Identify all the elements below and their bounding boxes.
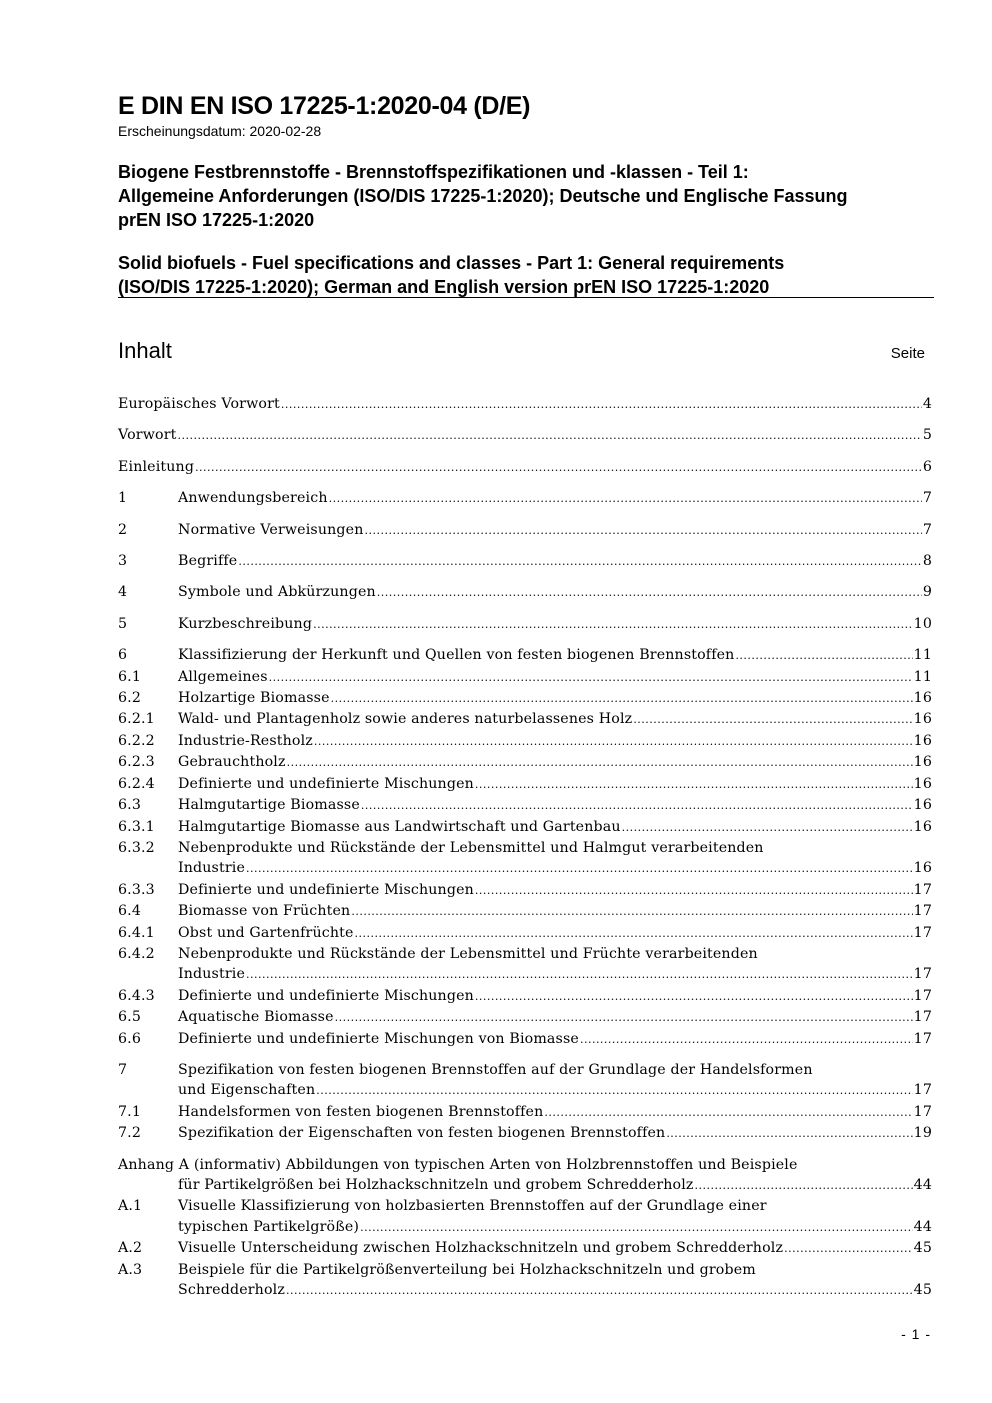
toc-leader-dots	[360, 1217, 913, 1238]
toc-entry-number: 3	[118, 553, 128, 570]
toc-entry[interactable]	[118, 1029, 932, 1050]
toc-entry-page: 17	[913, 903, 932, 920]
toc-entry[interactable]	[118, 731, 932, 752]
toc-entry-page: 16	[913, 775, 932, 792]
toc-entry-title-continued: und Eigenschaften	[178, 1082, 316, 1099]
toc-entry-page: 10	[913, 615, 932, 632]
toc-entry[interactable]	[118, 1007, 932, 1028]
toc-entry-number: 4	[118, 584, 128, 601]
toc-entry[interactable]	[118, 1238, 932, 1259]
toc-entry-title: Nebenprodukte und Rückstände der Lebensmittel und Halmgut verarbeitenden	[178, 839, 764, 856]
toc-entry[interactable]	[118, 901, 932, 922]
toc-leader-dots	[544, 1102, 912, 1123]
toc-leader-dots	[475, 774, 913, 795]
toc-entry[interactable]	[118, 488, 932, 509]
toc-entry-title: Gebrauchtholz	[178, 754, 286, 771]
toc-entry-page: 19	[913, 1125, 932, 1142]
toc-leader-dots	[666, 1123, 912, 1144]
toc-leader-dots	[475, 880, 913, 901]
title-german-line: Biogene Festbrennstoffe - Brennstoffspezifikationen und -klassen - Teil 1:	[118, 162, 749, 182]
toc-entry-number: 6.3.2	[118, 839, 155, 856]
toc-entry[interactable]	[118, 1260, 932, 1302]
toc-entry-number: 6.2.2	[118, 732, 155, 749]
toc-leader-dots	[313, 614, 913, 635]
toc-leader-dots	[329, 488, 922, 509]
toc-entry-number: 6.4.2	[118, 945, 155, 962]
toc-entry[interactable]	[118, 520, 932, 541]
toc-entry-title: Visuelle Unterscheidung zwischen Holzhackschnitzeln und grobem Schredderholz	[178, 1240, 784, 1257]
toc-leader-dots	[238, 551, 921, 572]
toc-entry-title: Anwendungsbereich	[178, 490, 328, 507]
toc-leader-dots	[695, 1175, 913, 1196]
toc-entry-title-continued: Schredderholz	[178, 1282, 285, 1299]
toc-entry-number: 6.3.3	[118, 881, 155, 898]
toc-leader-dots	[281, 394, 922, 415]
toc-entry-number: 6.2	[118, 690, 142, 707]
toc-entry[interactable]	[118, 795, 932, 816]
toc-entry[interactable]	[118, 645, 932, 666]
toc-leader-dots	[195, 457, 922, 478]
toc-entry-page: 44	[913, 1218, 932, 1235]
toc-entry[interactable]	[118, 457, 932, 478]
toc-entry-number: 5	[118, 615, 128, 632]
toc-entry-title: Nebenprodukte und Rückstände der Lebensmittel und Früchte verarbeitenden	[178, 945, 758, 962]
toc-entry-page: 7	[922, 521, 932, 538]
toc-entry-page: 44	[913, 1177, 932, 1193]
toc-leader-dots	[377, 582, 922, 603]
title-german-line: prEN ISO 17225-1:2020	[118, 210, 315, 230]
toc-entry-title: Allgemeines	[178, 668, 268, 685]
toc-entry-page: 16	[913, 818, 932, 835]
toc-entry[interactable]	[118, 986, 932, 1007]
toc-entry-page: 17	[913, 1082, 932, 1099]
toc-entry-title: Normative Verweisungen	[178, 521, 364, 538]
toc-entry-title: Aquatische Biomasse	[178, 1009, 334, 1026]
toc-entry-page: 17	[913, 881, 932, 898]
toc-leader-dots	[622, 817, 913, 838]
toc-entry-page: 8	[922, 553, 932, 570]
toc-entry-title: Einleitung	[118, 458, 195, 475]
toc-entry-number: 2	[118, 521, 128, 538]
toc-entry-title: Europäisches Vorwort	[118, 396, 280, 412]
toc-entry-number: 6.4.1	[118, 924, 155, 941]
toc-entry-title: Definierte und undefinierte Mischungen	[178, 987, 474, 1004]
toc-entry-page: 45	[913, 1282, 932, 1299]
toc-entry-page: 17	[913, 966, 932, 983]
toc-leader-dots	[314, 731, 913, 752]
toc-entry-title-continued: typischen Partikelgröße)	[178, 1218, 360, 1235]
toc-entry-page: 16	[913, 711, 932, 728]
toc-entry[interactable]	[118, 394, 932, 415]
toc-leader-dots	[735, 645, 912, 666]
toc-leader-dots	[316, 1080, 912, 1101]
toc-leader-dots	[355, 923, 913, 944]
toc-entry[interactable]	[118, 944, 932, 986]
toc-heading: Inhalt	[118, 338, 172, 363]
toc-entry-number: 1	[118, 490, 128, 507]
toc-entry-title: Biomasse von Früchten	[178, 903, 351, 920]
toc-entry-page: 16	[913, 754, 932, 771]
toc-leader-dots	[633, 709, 912, 730]
toc-entry[interactable]	[118, 614, 932, 635]
toc-leader-dots	[178, 425, 922, 446]
toc-entry-number: 6.2.3	[118, 754, 155, 771]
toc-entry-number: 6.2.4	[118, 775, 155, 792]
toc-entry-page: 6	[922, 458, 932, 475]
toc-entry-title: Definierte und undefinierte Mischungen	[178, 881, 474, 898]
toc-leader-dots	[351, 901, 912, 922]
toc-entry[interactable]	[118, 923, 932, 944]
title-german-line: Allgemeine Anforderungen (ISO/DIS 17225-1:2020); Deutsche und Englische Fassung	[118, 186, 848, 206]
toc-entry[interactable]	[118, 425, 932, 446]
toc-entry-page: 16	[913, 797, 932, 814]
toc-entry-number: 7	[118, 1061, 128, 1078]
toc-entry-title-continued: für Partikelgrößen bei Holzhackschnitzeln und grobem Schredderholz	[178, 1177, 694, 1193]
toc-entry-title: Halmgutartige Biomasse aus Landwirtschaft und Gartenbau	[178, 818, 621, 835]
toc-leader-dots	[784, 1238, 913, 1259]
toc-entry-title: Obst und Gartenfrüchte	[178, 924, 354, 941]
toc-entry[interactable]	[118, 709, 932, 730]
toc-entry-number: 7.1	[118, 1103, 142, 1120]
toc-entry-title: Definierte und undefinierte Mischungen von Biomasse	[178, 1030, 579, 1047]
toc-entry-title: Definierte und undefinierte Mischungen	[178, 775, 474, 792]
toc-entry-title: Symbole und Abkürzungen	[178, 584, 376, 601]
toc-entry-page: 17	[913, 987, 932, 1004]
toc-entry-page: 17	[913, 1030, 932, 1047]
toc-leader-dots	[287, 752, 913, 773]
toc-entry-title-continued: Industrie	[178, 966, 246, 983]
toc-entry-page: 5	[922, 427, 932, 444]
toc-entry-title: Handelsformen von festen biogenen Brennstoffen	[178, 1103, 544, 1120]
toc-entry[interactable]	[118, 880, 932, 901]
toc-entry-title-continued: Industrie	[178, 860, 246, 877]
toc-entry-page: 17	[913, 1009, 932, 1026]
toc-entry-title: Beispiele für die Partikelgrößenverteilung bei Holzhackschnitzeln und grobem	[178, 1261, 756, 1278]
toc-entry-number: 6.5	[118, 1009, 142, 1026]
toc-entry-title: Visuelle Klassifizierung von holzbasierten Brennstoffen auf der Grundlage einer	[178, 1198, 767, 1215]
title-divider	[118, 297, 934, 298]
toc-leader-dots	[361, 795, 913, 816]
table-of-contents	[118, 394, 932, 1301]
toc-leader-dots	[286, 1280, 913, 1301]
toc-entry-title: Kurzbeschreibung	[178, 615, 313, 632]
toc-entry-number: 6.3	[118, 797, 142, 814]
toc-entry-page: 11	[913, 668, 932, 685]
toc-entry-title: Begriffe	[178, 553, 238, 570]
toc-entry-title: Industrie-Restholz	[178, 732, 313, 749]
toc-entry-page: 17	[913, 924, 932, 941]
page-number: - 1 -	[901, 1326, 931, 1342]
toc-leader-dots	[364, 520, 921, 541]
toc-entry[interactable]	[118, 582, 932, 603]
toc-entry-page: 11	[913, 647, 932, 664]
toc-leader-dots	[331, 688, 913, 709]
toc-entry-title: Holzartige Biomasse	[178, 690, 330, 707]
toc-entry[interactable]	[118, 1060, 932, 1102]
toc-entry[interactable]	[118, 817, 932, 838]
toc-page-label: Seite	[890, 345, 925, 362]
toc-entry-page: 16	[913, 860, 932, 877]
toc-entry-page: 17	[913, 1103, 932, 1120]
toc-entry-number: A.2	[118, 1240, 143, 1257]
toc-leader-dots	[246, 858, 913, 879]
toc-leader-dots	[580, 1029, 913, 1050]
toc-entry-number: 6.3.1	[118, 818, 155, 835]
toc-entry-page: 4	[922, 396, 932, 412]
toc-entry[interactable]	[118, 1123, 932, 1144]
toc-entry[interactable]	[118, 752, 932, 773]
toc-entry[interactable]	[118, 1155, 932, 1197]
toc-entry-number: 6.4	[118, 903, 142, 920]
toc-entry-number: 6.6	[118, 1030, 142, 1047]
toc-entry-number: 7.2	[118, 1125, 142, 1142]
toc-leader-dots	[269, 667, 913, 688]
toc-entry-title: Spezifikation der Eigenschaften von festen biogenen Brennstoffen	[178, 1125, 666, 1142]
toc-entry-page: 9	[922, 584, 932, 601]
toc-entry-number: 6	[118, 647, 128, 664]
toc-leader-dots	[475, 986, 913, 1007]
toc-entry[interactable]	[118, 688, 932, 709]
toc-entry[interactable]	[118, 1102, 932, 1123]
toc-entry-title: Vorwort	[118, 427, 177, 444]
toc-entry-number: 6.2.1	[118, 711, 155, 728]
toc-entry-page: 16	[913, 732, 932, 749]
toc-leader-dots	[335, 1007, 913, 1028]
document-id: E DIN EN ISO 17225-1:2020-04 (D/E)	[118, 92, 531, 120]
toc-leader-dots	[246, 964, 913, 985]
title-english	[118, 251, 948, 299]
toc-entry-number: A.3	[118, 1261, 143, 1278]
toc-entry-title: Wald- und Plantagenholz sowie anderes naturbelassenes Holz	[178, 711, 633, 728]
toc-entry[interactable]	[118, 774, 932, 795]
toc-entry-title: Klassifizierung der Herkunft und Quellen von festen biogenen Brennstoffen	[178, 647, 735, 664]
toc-entry-page: 16	[913, 690, 932, 707]
toc-entry[interactable]	[118, 667, 932, 688]
toc-entry-number: 6.1	[118, 668, 142, 685]
publication-date: Erscheinungsdatum: 2020-02-28	[118, 123, 322, 139]
title-english-line: (ISO/DIS 17225-1:2020); German and English version prEN ISO 17225-1:2020	[118, 277, 770, 297]
toc-entry[interactable]	[118, 1196, 932, 1238]
toc-entry-page: 7	[922, 490, 932, 507]
toc-entry[interactable]	[118, 551, 932, 572]
toc-entry-page: 45	[913, 1240, 932, 1257]
toc-entry-title: Halmgutartige Biomasse	[178, 797, 360, 814]
toc-entry[interactable]	[118, 838, 932, 880]
title-english-line: Solid biofuels - Fuel specifications and classes - Part 1: General requirements	[118, 253, 785, 273]
title-german	[118, 160, 948, 232]
toc-entry-title: Spezifikation von festen biogenen Brennstoffen auf der Grundlage der Handelsformen	[178, 1061, 813, 1078]
toc-entry-number: 6.4.3	[118, 987, 155, 1004]
toc-entry-number: A.1	[118, 1198, 143, 1215]
toc-entry-title: Anhang A (informativ) Abbildungen von typischen Arten von Holzbrennstoffen und Beispiele	[118, 1156, 798, 1173]
